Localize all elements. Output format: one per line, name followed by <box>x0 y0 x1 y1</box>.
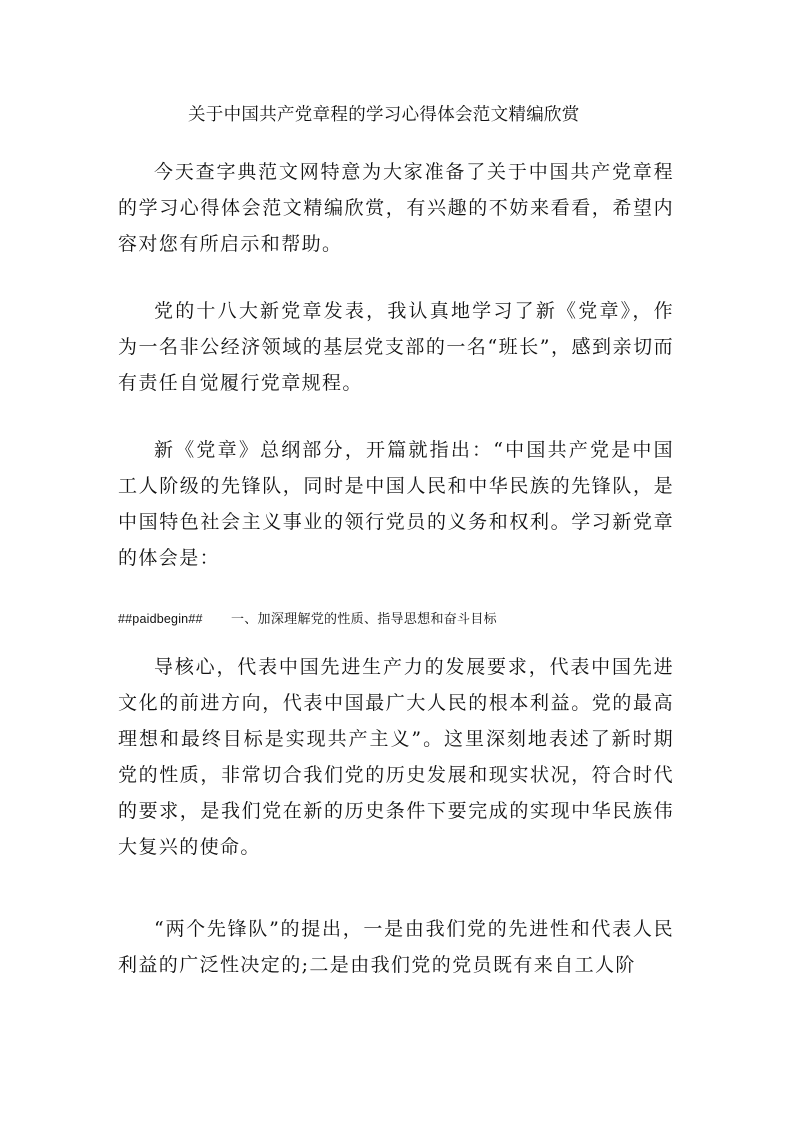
section-heading-line <box>118 608 497 630</box>
paragraph-party-nature: 导核心，代表中国先进生产力的发展要求，代表中国先进文化的前进方向，代表中国最广大人民的根本利益。党的最高理想和最终目标是实现共产主义”。这里深刻地表述了新时期党的性质，非常切合我们党的历史发展和现实状况，符合时代的要求，是我们党在新的历史条件下要完成的实现中华民族伟大复兴的使命。 <box>118 656 674 858</box>
paragraph-intro: 今天查字典范文网特意为大家准备了关于中国共产党章程的学习心得体会范文精编欣赏，有兴趣的不妨来看看，希望内容对您有所启示和帮助。 <box>118 161 674 255</box>
paragraph-two-vanguards: “两个先锋队”的提出，一是由我们党的先进性和代表人民利益的广泛性决定的;二是由我们党的党员既有来自工人阶 <box>118 918 674 976</box>
document-title: 关于中国共产党章程的学习心得体会范文精编欣赏 <box>188 105 580 125</box>
paragraph-general-program: 新《党章》总纲部分，开篇就指出：“中国共产党是中国工人阶级的先锋队，同时是中国人民和中华民族的先锋队，是中国特色社会主义事业的领行党员的义务和权利。学习新党章的体会是： <box>118 439 674 569</box>
section-heading: 一、加深理解党的性质、指导思想和奋斗目标 <box>230 612 497 627</box>
paid-begin-marker: ##paidbegin## <box>118 612 203 626</box>
paragraph-new-charter: 党的十八大新党章发表，我认真地学习了新《党章》，作为一名非公经济领域的基层党支部的一名“班长”，感到亲切而有责任自觉履行党章规程。 <box>118 300 674 394</box>
